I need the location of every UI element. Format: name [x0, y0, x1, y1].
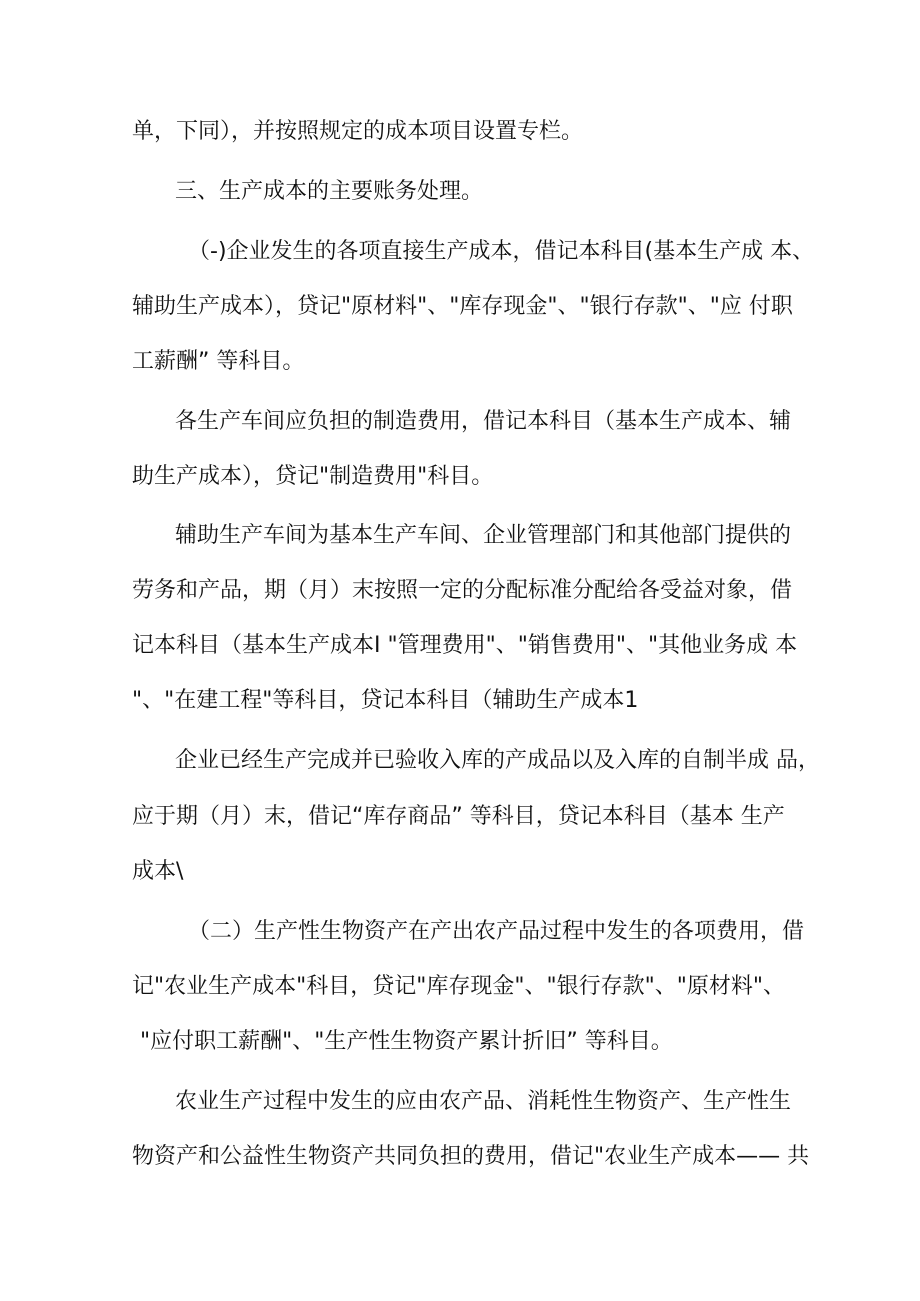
- text-line: 物资产和公益性生物资产共同负担的费用，借记"农业生产成本—— 共: [132, 1144, 810, 1169]
- text-line: 企业已经生产完成并已验收入库的产成品以及入库的自制半成 品，: [175, 748, 820, 773]
- section-heading: 三、生产成本的主要账务处理。: [175, 179, 484, 204]
- text-line: 单，下同），并按照规定的成本项目设置专栏。: [132, 119, 584, 144]
- text-line: "应付职工薪酬"、"生产性生物资产累计折旧” 等科目。: [140, 1029, 673, 1054]
- text-line: 应于期（月）末，借记“库存商品” 等科目，贷记本科目（基本 生产: [132, 804, 785, 829]
- text-line: "、"在建工程"等科目，贷记本科目（辅助生产成本1: [132, 688, 639, 713]
- text-line: 劳务和产品，期（月）末按照一定的分配标准分配给各受益对象，借: [132, 578, 793, 603]
- text-line: 农业生产过程中发生的应由农产品、消耗性生物资产、生产性生: [175, 1089, 792, 1114]
- text-line: （-)企业发生的各项直接生产成本，借记本科目(基本生产成 本、: [188, 239, 815, 264]
- text-line: 记"农业生产成本"科目，贷记"库存现金"、"银行存款"、"原材料"、: [132, 974, 785, 999]
- text-line: 辅助生产车间为基本生产车间、企业管理部门和其他部门提供的: [175, 523, 792, 548]
- text-line: 成本\: [132, 859, 184, 884]
- text-line: 各生产车间应负担的制造费用，借记本科目（基本生产成本、辅: [175, 409, 792, 434]
- section-heading: （二）生产性生物资产在产出农产品过程中发生的各项费用，借: [188, 919, 805, 944]
- text-line: 辅助生产成本），贷记"原材料"、"库存现金"、"银行存款"、"应 付职: [132, 294, 793, 319]
- text-line: 记本科目（基本生产成本I "管理费用"、"销售费用"、"其他业务成 本: [132, 633, 798, 658]
- text-line: 工薪酬” 等科目。: [132, 349, 305, 374]
- text-line: 助生产成本），贷记"制造费用"科目。: [132, 464, 494, 489]
